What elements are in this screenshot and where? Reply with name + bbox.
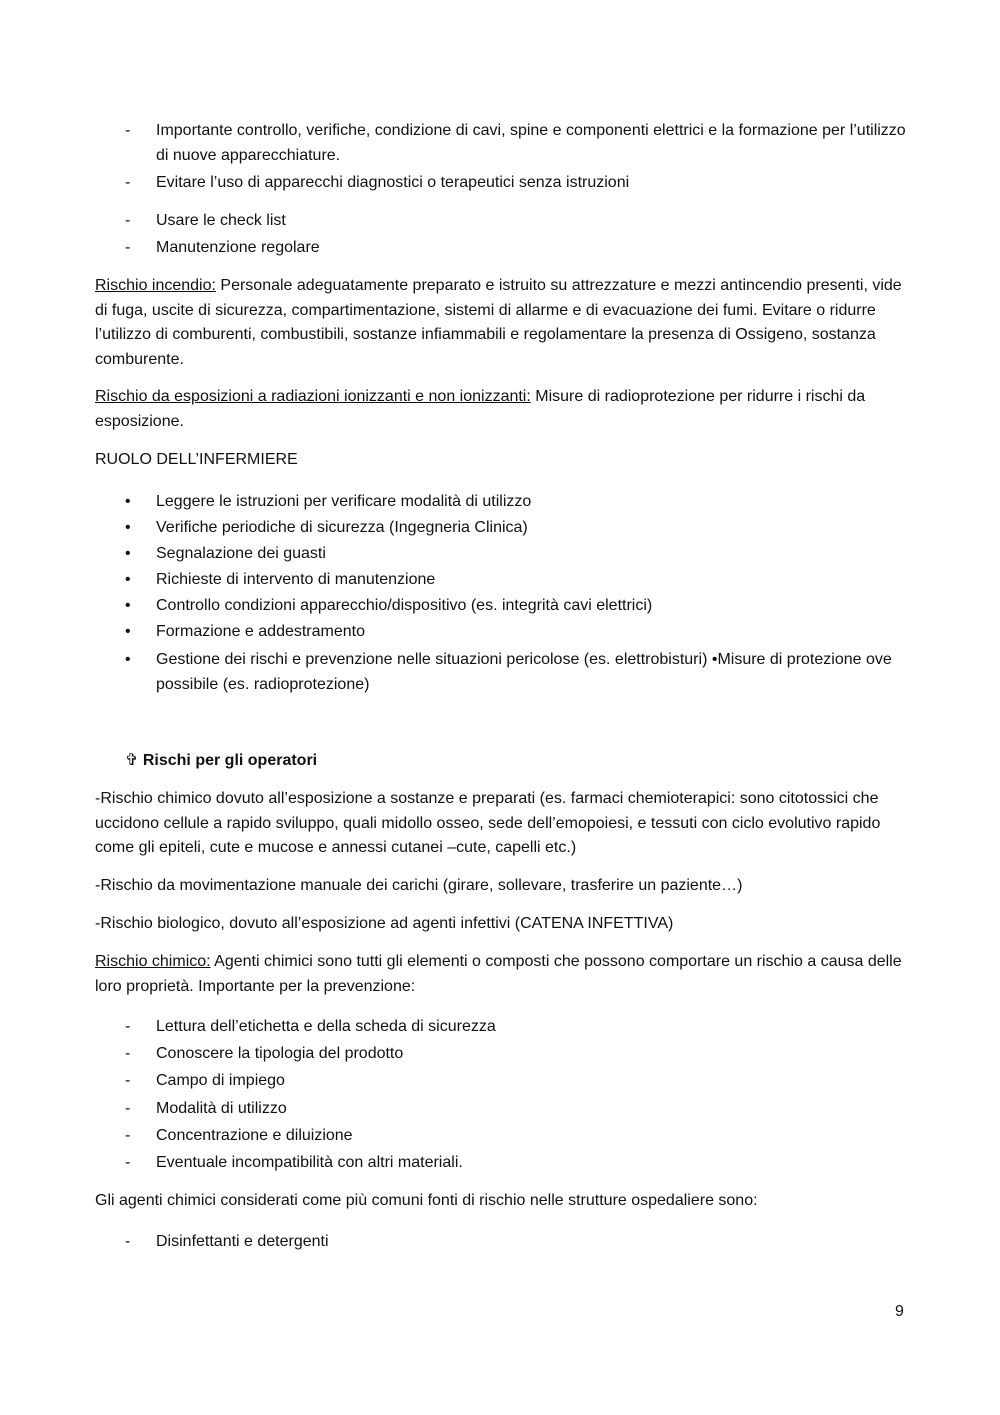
list-item-text: Concentrazione e diluizione xyxy=(156,1127,353,1144)
list-item-text: Richieste di intervento di manutenzione xyxy=(156,571,436,588)
section-title: RUOLO DELL’INFERMIERE xyxy=(95,451,298,468)
list-item-text: Verifiche periodiche di sicurezza (Ingegneria Clinica) xyxy=(156,519,528,536)
dash-marker: - xyxy=(125,122,131,139)
list-item-text: Campo di impiego xyxy=(156,1072,285,1089)
dash-marker: - xyxy=(125,1233,131,1250)
paragraph: -Rischio chimico dovuto all’esposizione a sostanze e preparati (es. farmaci chemioterapici: sono citotossici che uccidono cellule a rapido sviluppo, quali midollo osseo, sede dell’emopoiesi, e tessuti con ciclo evolutivo rapido come gli epiteli, cute e mucose e annessi cutanei –cute, capelli etc.) xyxy=(95,790,881,856)
paragraph-label: Rischio da esposizioni a radiazioni ionizzanti e non ionizzanti: xyxy=(95,388,531,405)
list-item-text: Gestione dei rischi e prevenzione nelle situazioni pericolose (es. elettrobisturi) •Misure di protezione ove possibile (es. radioprotezione) xyxy=(156,651,892,693)
list-item-text: Formazione e addestramento xyxy=(156,623,365,640)
bullet-marker: • xyxy=(125,597,131,614)
list-item-text: Segnalazione dei guasti xyxy=(156,545,326,562)
dash-marker: - xyxy=(125,174,131,191)
list-item-text: Modalità di utilizzo xyxy=(156,1100,287,1117)
paragraph-rischio-chimico xyxy=(95,950,910,999)
list-item-text: Usare le check list xyxy=(156,212,286,229)
bullet-marker: • xyxy=(125,571,131,588)
bullet-marker: • xyxy=(125,623,131,640)
dash-marker: - xyxy=(125,1127,131,1144)
paragraph-text: Agenti chimici sono tutti gli elementi o composti che possono comportare un rischio a causa delle loro proprietà. Importante per la prevenzione: xyxy=(95,953,902,995)
dash-marker: - xyxy=(125,1018,131,1035)
section-heading xyxy=(125,749,317,774)
bullet-marker: • xyxy=(125,545,131,562)
bullet-marker: • xyxy=(125,519,131,536)
list-item-text: Manutenzione regolare xyxy=(156,239,320,256)
page-number: 9 xyxy=(895,1303,904,1320)
paragraph-rischio-radiazioni xyxy=(95,385,910,434)
cross-icon: ✞ xyxy=(125,752,139,769)
paragraph-rischio-incendio xyxy=(95,274,910,372)
paragraph-text: Misure di radioprotezione per ridurre i rischi da esposizione. xyxy=(95,388,866,430)
list-item-text: Lettura dell’etichetta e della scheda di sicurezza xyxy=(156,1018,496,1035)
paragraph-label: Rischio chimico: xyxy=(95,953,211,970)
dash-marker: - xyxy=(125,1045,131,1062)
section-heading-text: Rischi per gli operatori xyxy=(142,752,318,769)
dash-marker: - xyxy=(125,1072,131,1089)
list-item-text: Importante controllo, verifiche, condizione di cavi, spine e componenti elettrici e la formazione per l’utilizzo di nuove apparecchiature. xyxy=(156,122,906,164)
paragraph: -Rischio biologico, dovuto all’esposizione ad agenti infettivi (CATENA INFETTIVA) xyxy=(95,915,674,932)
list-item-text: Disinfettanti e detergenti xyxy=(156,1233,329,1250)
dash-marker: - xyxy=(125,1154,131,1171)
list-item-text: Conoscere la tipologia del prodotto xyxy=(156,1045,404,1062)
paragraph-text: Personale adeguatamente preparato e istruito su attrezzature e mezzi antincendio presenti, vide di fuga, uscite di sicurezza, compartimentazione, sistemi di allarme e di evacuazione dei fumi. Evitare o ridurre l’utilizzo di comburenti, combustibili, sostanze infiammabili e regolamentare la presenza di Ossigeno, sostanza comburente. xyxy=(95,277,902,368)
paragraph: -Rischio da movimentazione manuale dei carichi (girare, sollevare, trasferire un paziente…) xyxy=(95,877,743,894)
bullet-marker: • xyxy=(125,493,131,510)
list-item-text: Eventuale incompatibilità con altri materiali. xyxy=(156,1154,463,1171)
dash-marker: - xyxy=(125,1100,131,1117)
dash-marker: - xyxy=(125,212,131,229)
paragraph-label: Rischio incendio: xyxy=(95,277,216,294)
dash-marker: - xyxy=(125,239,131,256)
list-item-text: Evitare l’uso di apparecchi diagnostici o terapeutici senza istruzioni xyxy=(156,174,630,191)
list-item-text: Controllo condizioni apparecchio/dispositivo (es. integrità cavi elettrici) xyxy=(156,597,653,614)
paragraph: Gli agenti chimici considerati come più comuni fonti di rischio nelle strutture ospedaliere sono: xyxy=(95,1192,758,1209)
bullet-marker: • xyxy=(125,651,131,668)
list-item-text: Leggere le istruzioni per verificare modalità di utilizzo xyxy=(156,493,532,510)
